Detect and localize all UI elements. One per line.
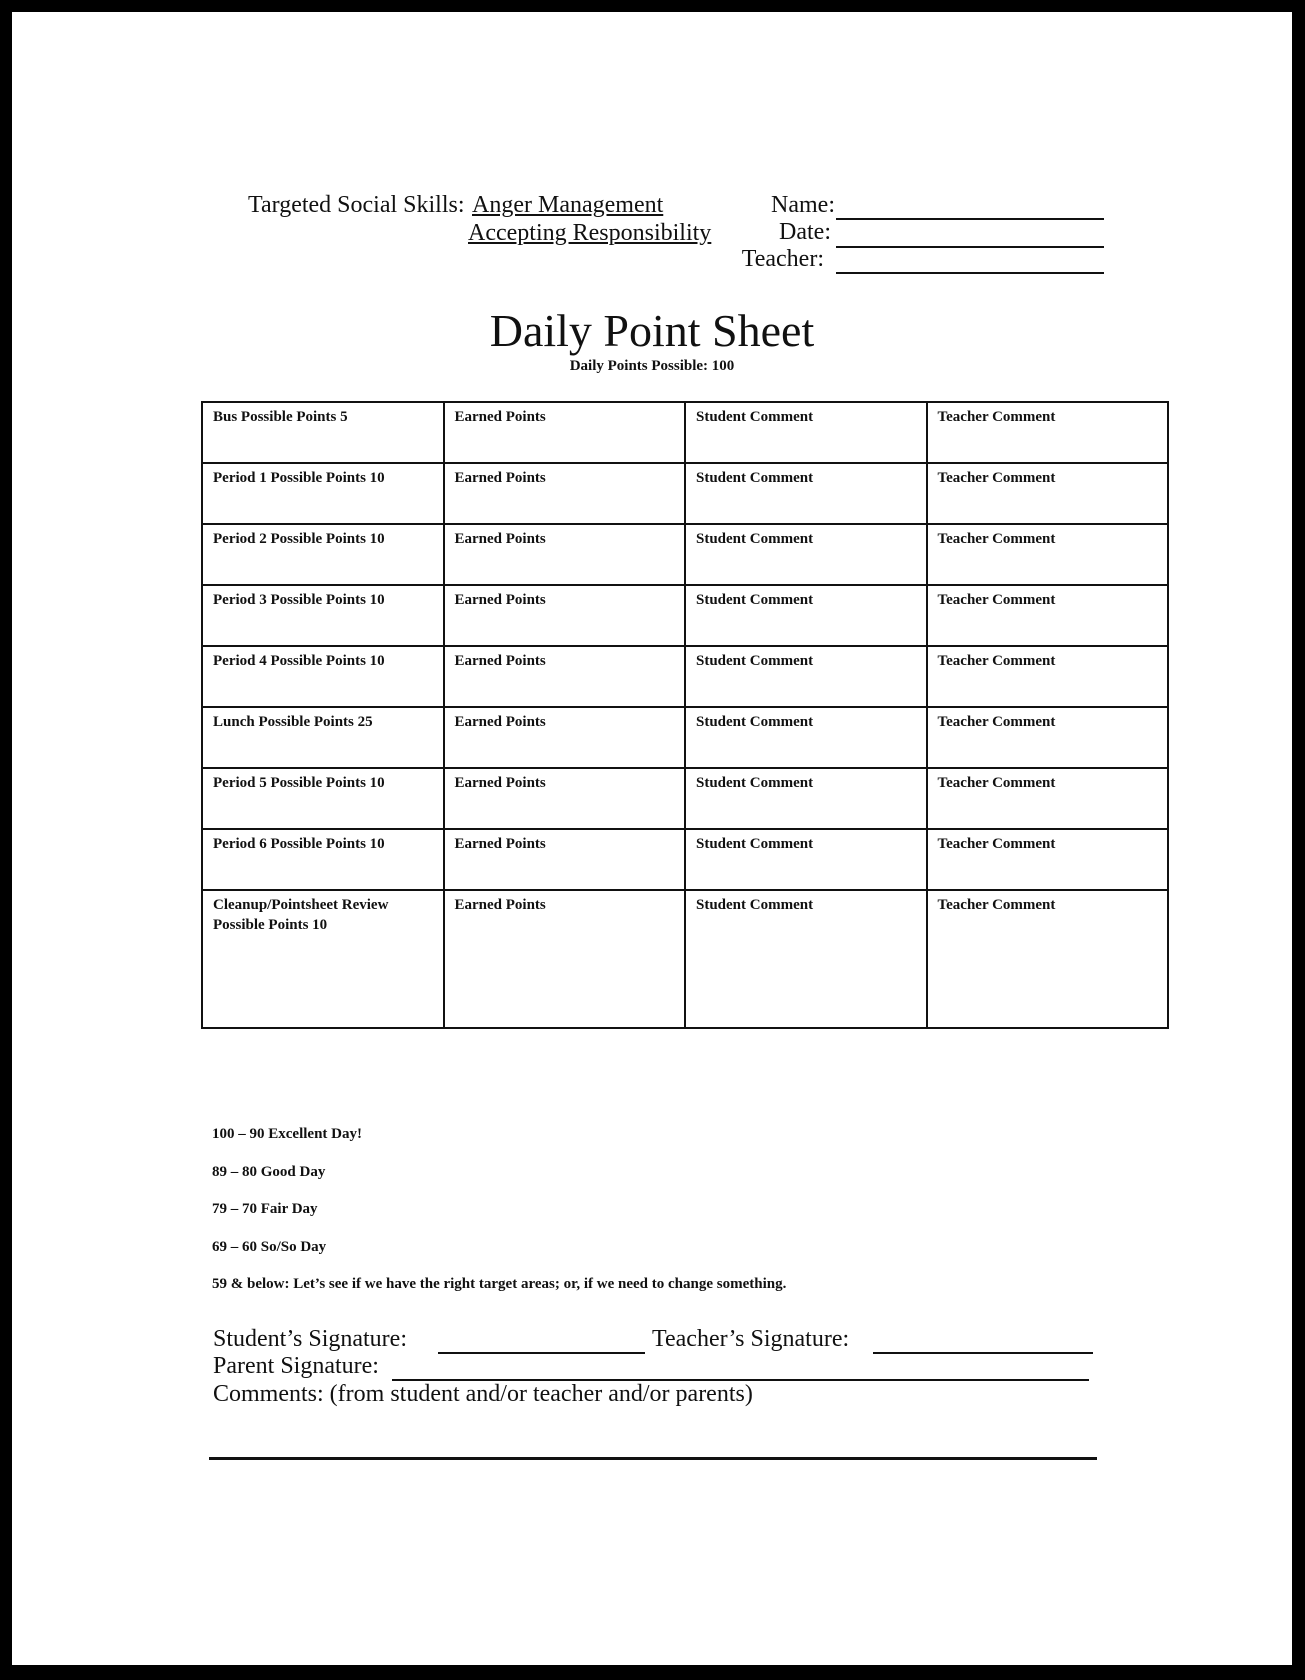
student-comment-cell[interactable]: Student Comment [685,768,927,829]
teacher-comment-cell[interactable]: Teacher Comment [927,585,1169,646]
student-comment-cell[interactable]: Student Comment [685,585,927,646]
earned-points-cell[interactable]: Earned Points [444,890,686,1028]
scale-item: 69 – 60 So/So Day [212,1239,327,1255]
document-page [12,12,1292,1665]
period-cell[interactable]: Bus Possible Points 5 [202,402,444,463]
page-subtitle: Daily Points Possible: 100 [569,358,735,374]
period-cell[interactable]: Period 5 Possible Points 10 [202,768,444,829]
teacher-comment-cell[interactable]: Teacher Comment [927,463,1169,524]
skill-accepting-responsibility: Accepting Responsibility [468,220,712,246]
comments-line[interactable] [209,1457,1097,1460]
earned-points-cell[interactable]: Earned Points [444,646,686,707]
page-title: Daily Point Sheet [489,305,815,356]
student-comment-cell[interactable]: Student Comment [685,707,927,768]
earned-points-cell[interactable]: Earned Points [444,463,686,524]
earned-points-cell[interactable]: Earned Points [444,402,686,463]
earned-points-cell[interactable]: Earned Points [444,768,686,829]
teacher-signature-label: Teacher’s Signature: [652,1326,850,1352]
date-label: Date: [779,219,831,245]
student-signature-line[interactable] [438,1352,645,1354]
earned-points-cell[interactable]: Earned Points [444,524,686,585]
teacher-label: Teacher: [741,246,824,272]
period-cell[interactable]: Period 3 Possible Points 10 [202,585,444,646]
table-row [202,829,1168,890]
name-label: Name: [771,192,835,218]
period-cell[interactable]: Cleanup/Pointsheet Review Possible Points 10 [202,890,444,1028]
teacher-comment-cell[interactable]: Teacher Comment [927,829,1169,890]
scale-item: 59 & below: Let’s see if we have the right target areas; or, if we need to change something. [212,1276,787,1292]
period-cell[interactable]: Lunch Possible Points 25 [202,707,444,768]
table-row [202,402,1168,463]
teacher-comment-cell[interactable]: Teacher Comment [927,646,1169,707]
student-comment-cell[interactable]: Student Comment [685,463,927,524]
student-comment-cell[interactable]: Student Comment [685,402,927,463]
teacher-comment-cell[interactable]: Teacher Comment [927,402,1169,463]
skill-anger-management: Anger Management [472,192,664,218]
earned-points-cell[interactable]: Earned Points [444,707,686,768]
student-signature-label: Student’s Signature: [213,1326,407,1352]
table-row [202,768,1168,829]
table-row [202,707,1168,768]
teacher-comment-cell[interactable]: Teacher Comment [927,768,1169,829]
period-cell[interactable]: Period 4 Possible Points 10 [202,646,444,707]
teacher-line[interactable] [836,272,1104,274]
table-row [202,585,1168,646]
teacher-signature-line[interactable] [873,1352,1093,1354]
point-table [201,401,1169,1029]
scale-item: 79 – 70 Fair Day [212,1201,318,1217]
period-cell[interactable]: Period 1 Possible Points 10 [202,463,444,524]
skills-label: Targeted Social Skills: [248,192,465,218]
period-cell[interactable]: Period 2 Possible Points 10 [202,524,444,585]
period-cell[interactable]: Period 6 Possible Points 10 [202,829,444,890]
student-comment-cell[interactable]: Student Comment [685,890,927,1028]
scale-item: 100 – 90 Excellent Day! [212,1126,362,1142]
table-row [202,524,1168,585]
table-row [202,890,1168,1028]
teacher-comment-cell[interactable]: Teacher Comment [927,524,1169,585]
name-line[interactable] [836,218,1104,220]
date-line[interactable] [836,246,1104,248]
scale-item: 89 – 80 Good Day [212,1164,326,1180]
table-row [202,646,1168,707]
comments-label: Comments: (from student and/or teacher and/or parents) [213,1381,753,1407]
student-comment-cell[interactable]: Student Comment [685,646,927,707]
parent-signature-label: Parent Signature: [213,1353,379,1379]
teacher-comment-cell[interactable]: Teacher Comment [927,890,1169,1028]
earned-points-cell[interactable]: Earned Points [444,585,686,646]
student-comment-cell[interactable]: Student Comment [685,524,927,585]
table-row [202,463,1168,524]
student-comment-cell[interactable]: Student Comment [685,829,927,890]
teacher-comment-cell[interactable]: Teacher Comment [927,707,1169,768]
earned-points-cell[interactable]: Earned Points [444,829,686,890]
